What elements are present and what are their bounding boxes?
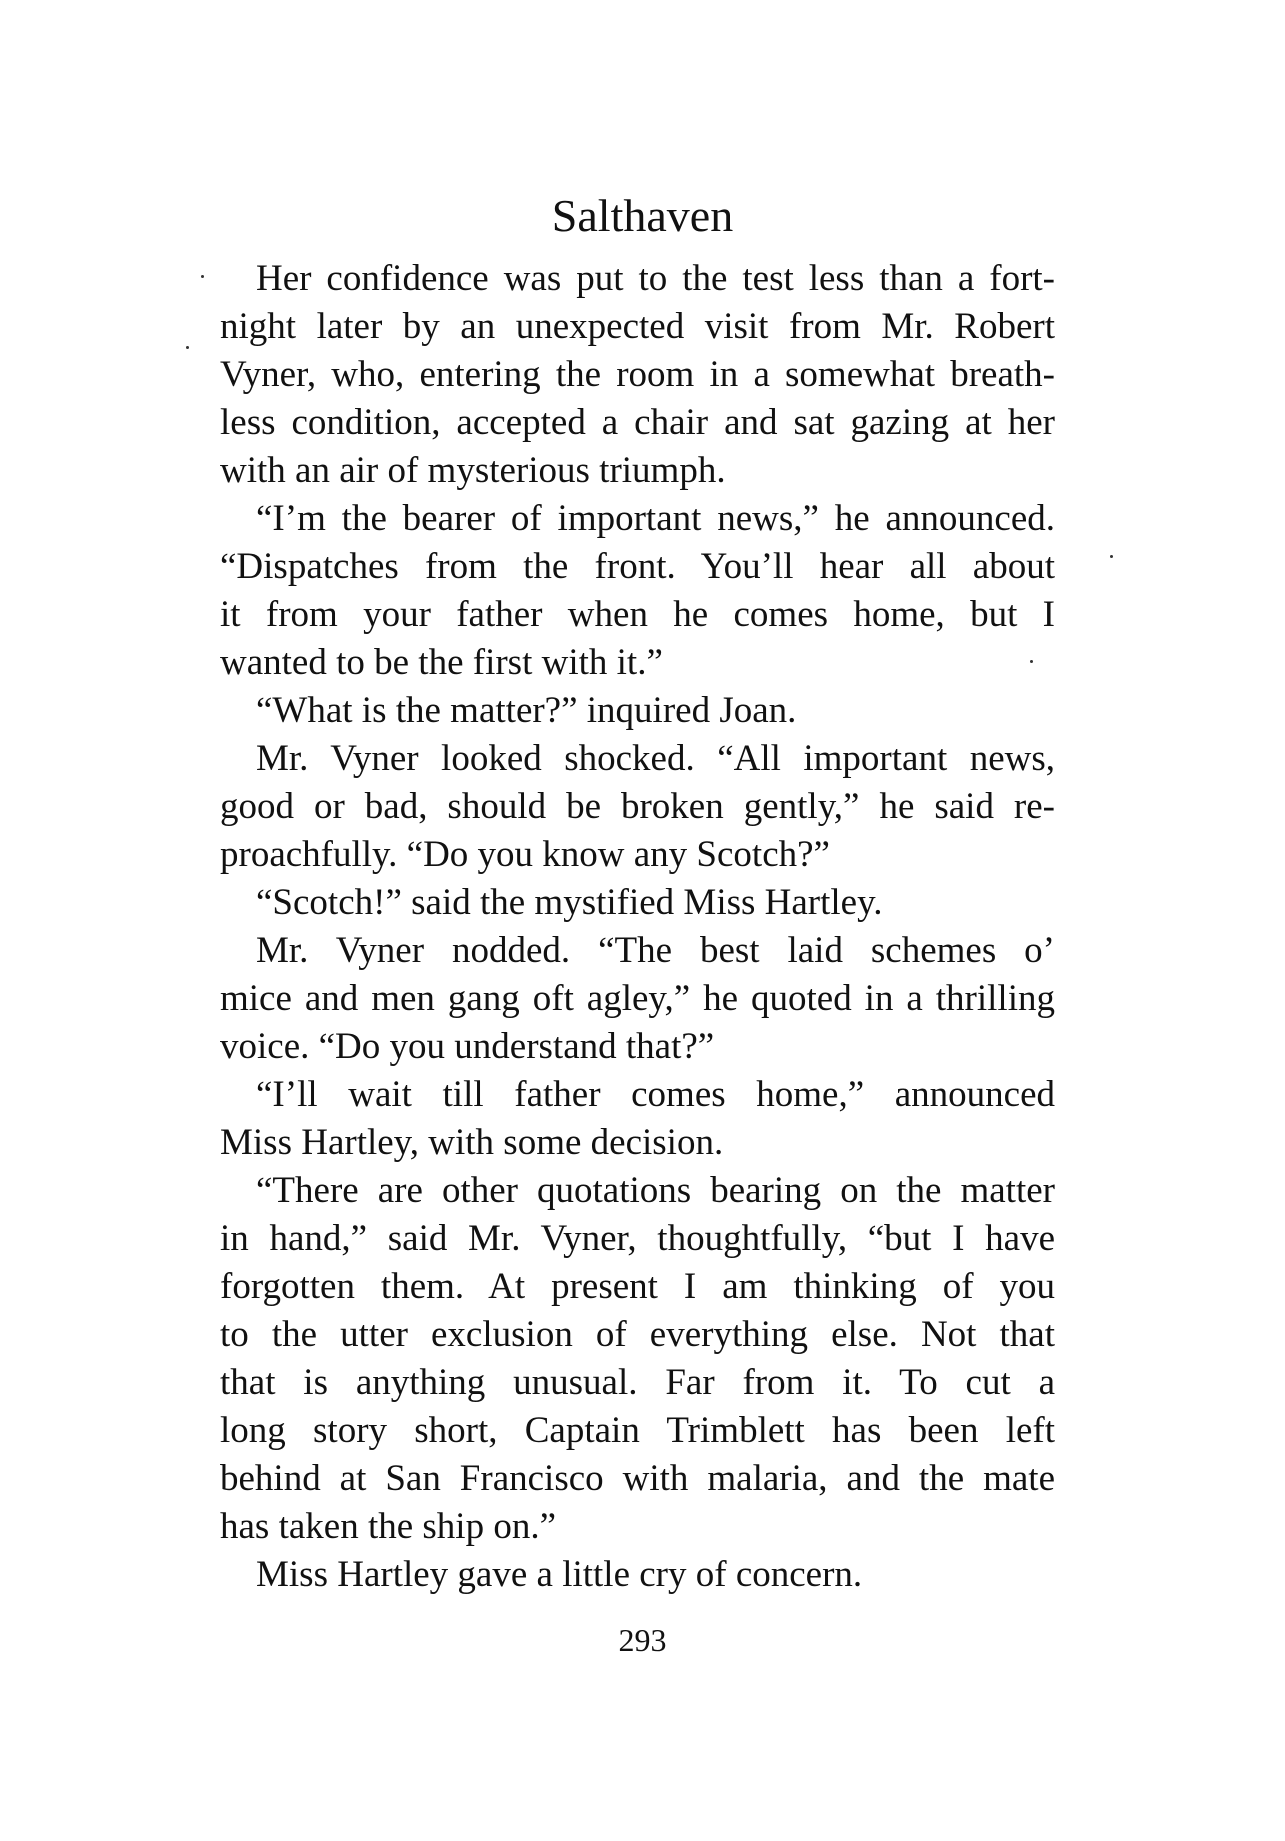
print-speck [1030, 660, 1033, 663]
text-line: good or bad, should be broken gently,” he said re- [220, 786, 1055, 827]
text-line: night later by an unexpected visit from Mr. Robert [220, 306, 1055, 347]
text-line: it from your father when he comes home, but I [220, 594, 1055, 635]
text-line: behind at San Francisco with malaria, and the mate [220, 1458, 1055, 1499]
text-line: Her confidence was put to the test less than a fort- [256, 258, 1055, 299]
text-line: voice. “Do you understand that?” [220, 1026, 715, 1067]
text-line: less condition, accepted a chair and sat gazing at her [220, 402, 1055, 443]
text-line: wanted to be the first with it.” [220, 642, 663, 683]
text-line: in hand,” said Mr. Vyner, thoughtfully, “but I have [220, 1218, 1055, 1259]
text-line: to the utter exclusion of everything else. Not that [220, 1314, 1055, 1355]
text-line: Mr. Vyner nodded. “The best laid schemes o’ [256, 930, 1055, 971]
text-line: Mr. Vyner looked shocked. “All important news, [256, 738, 1055, 779]
text-line: “Dispatches from the front. You’ll hear all about [220, 546, 1055, 587]
text-line: “I’ll wait till father comes home,” announced [256, 1074, 1055, 1115]
text-line: has taken the ship on.” [220, 1506, 556, 1547]
text-line: with an air of mysterious triumph. [220, 450, 726, 491]
text-line: “Scotch!” said the mystified Miss Hartley. [256, 882, 883, 923]
text-line: long story short, Captain Trimblett has been left [220, 1410, 1055, 1451]
text-line: “I’m the bearer of important news,” he announced. [256, 498, 1055, 539]
print-speck [186, 346, 189, 349]
text-line: Miss Hartley gave a little cry of concern. [256, 1554, 863, 1595]
text-line: forgotten them. At present I am thinking of you [220, 1266, 1055, 1307]
text-line: that is anything unusual. Far from it. To cut a [220, 1362, 1055, 1403]
text-line: Vyner, who, entering the room in a somewhat breath- [220, 354, 1055, 395]
running-title: Salthaven [551, 190, 734, 241]
page-number: 293 [618, 1622, 667, 1658]
text-line: proachfully. “Do you know any Scotch?” [220, 834, 830, 875]
text-line: mice and men gang oft agley,” he quoted in a thrilling [220, 978, 1055, 1019]
text-line: “What is the matter?” inquired Joan. [256, 690, 797, 731]
text-line: “There are other quotations bearing on the matter [256, 1170, 1055, 1211]
print-speck [1110, 555, 1113, 558]
text-line: Miss Hartley, with some decision. [220, 1122, 724, 1163]
print-speck [201, 275, 204, 278]
